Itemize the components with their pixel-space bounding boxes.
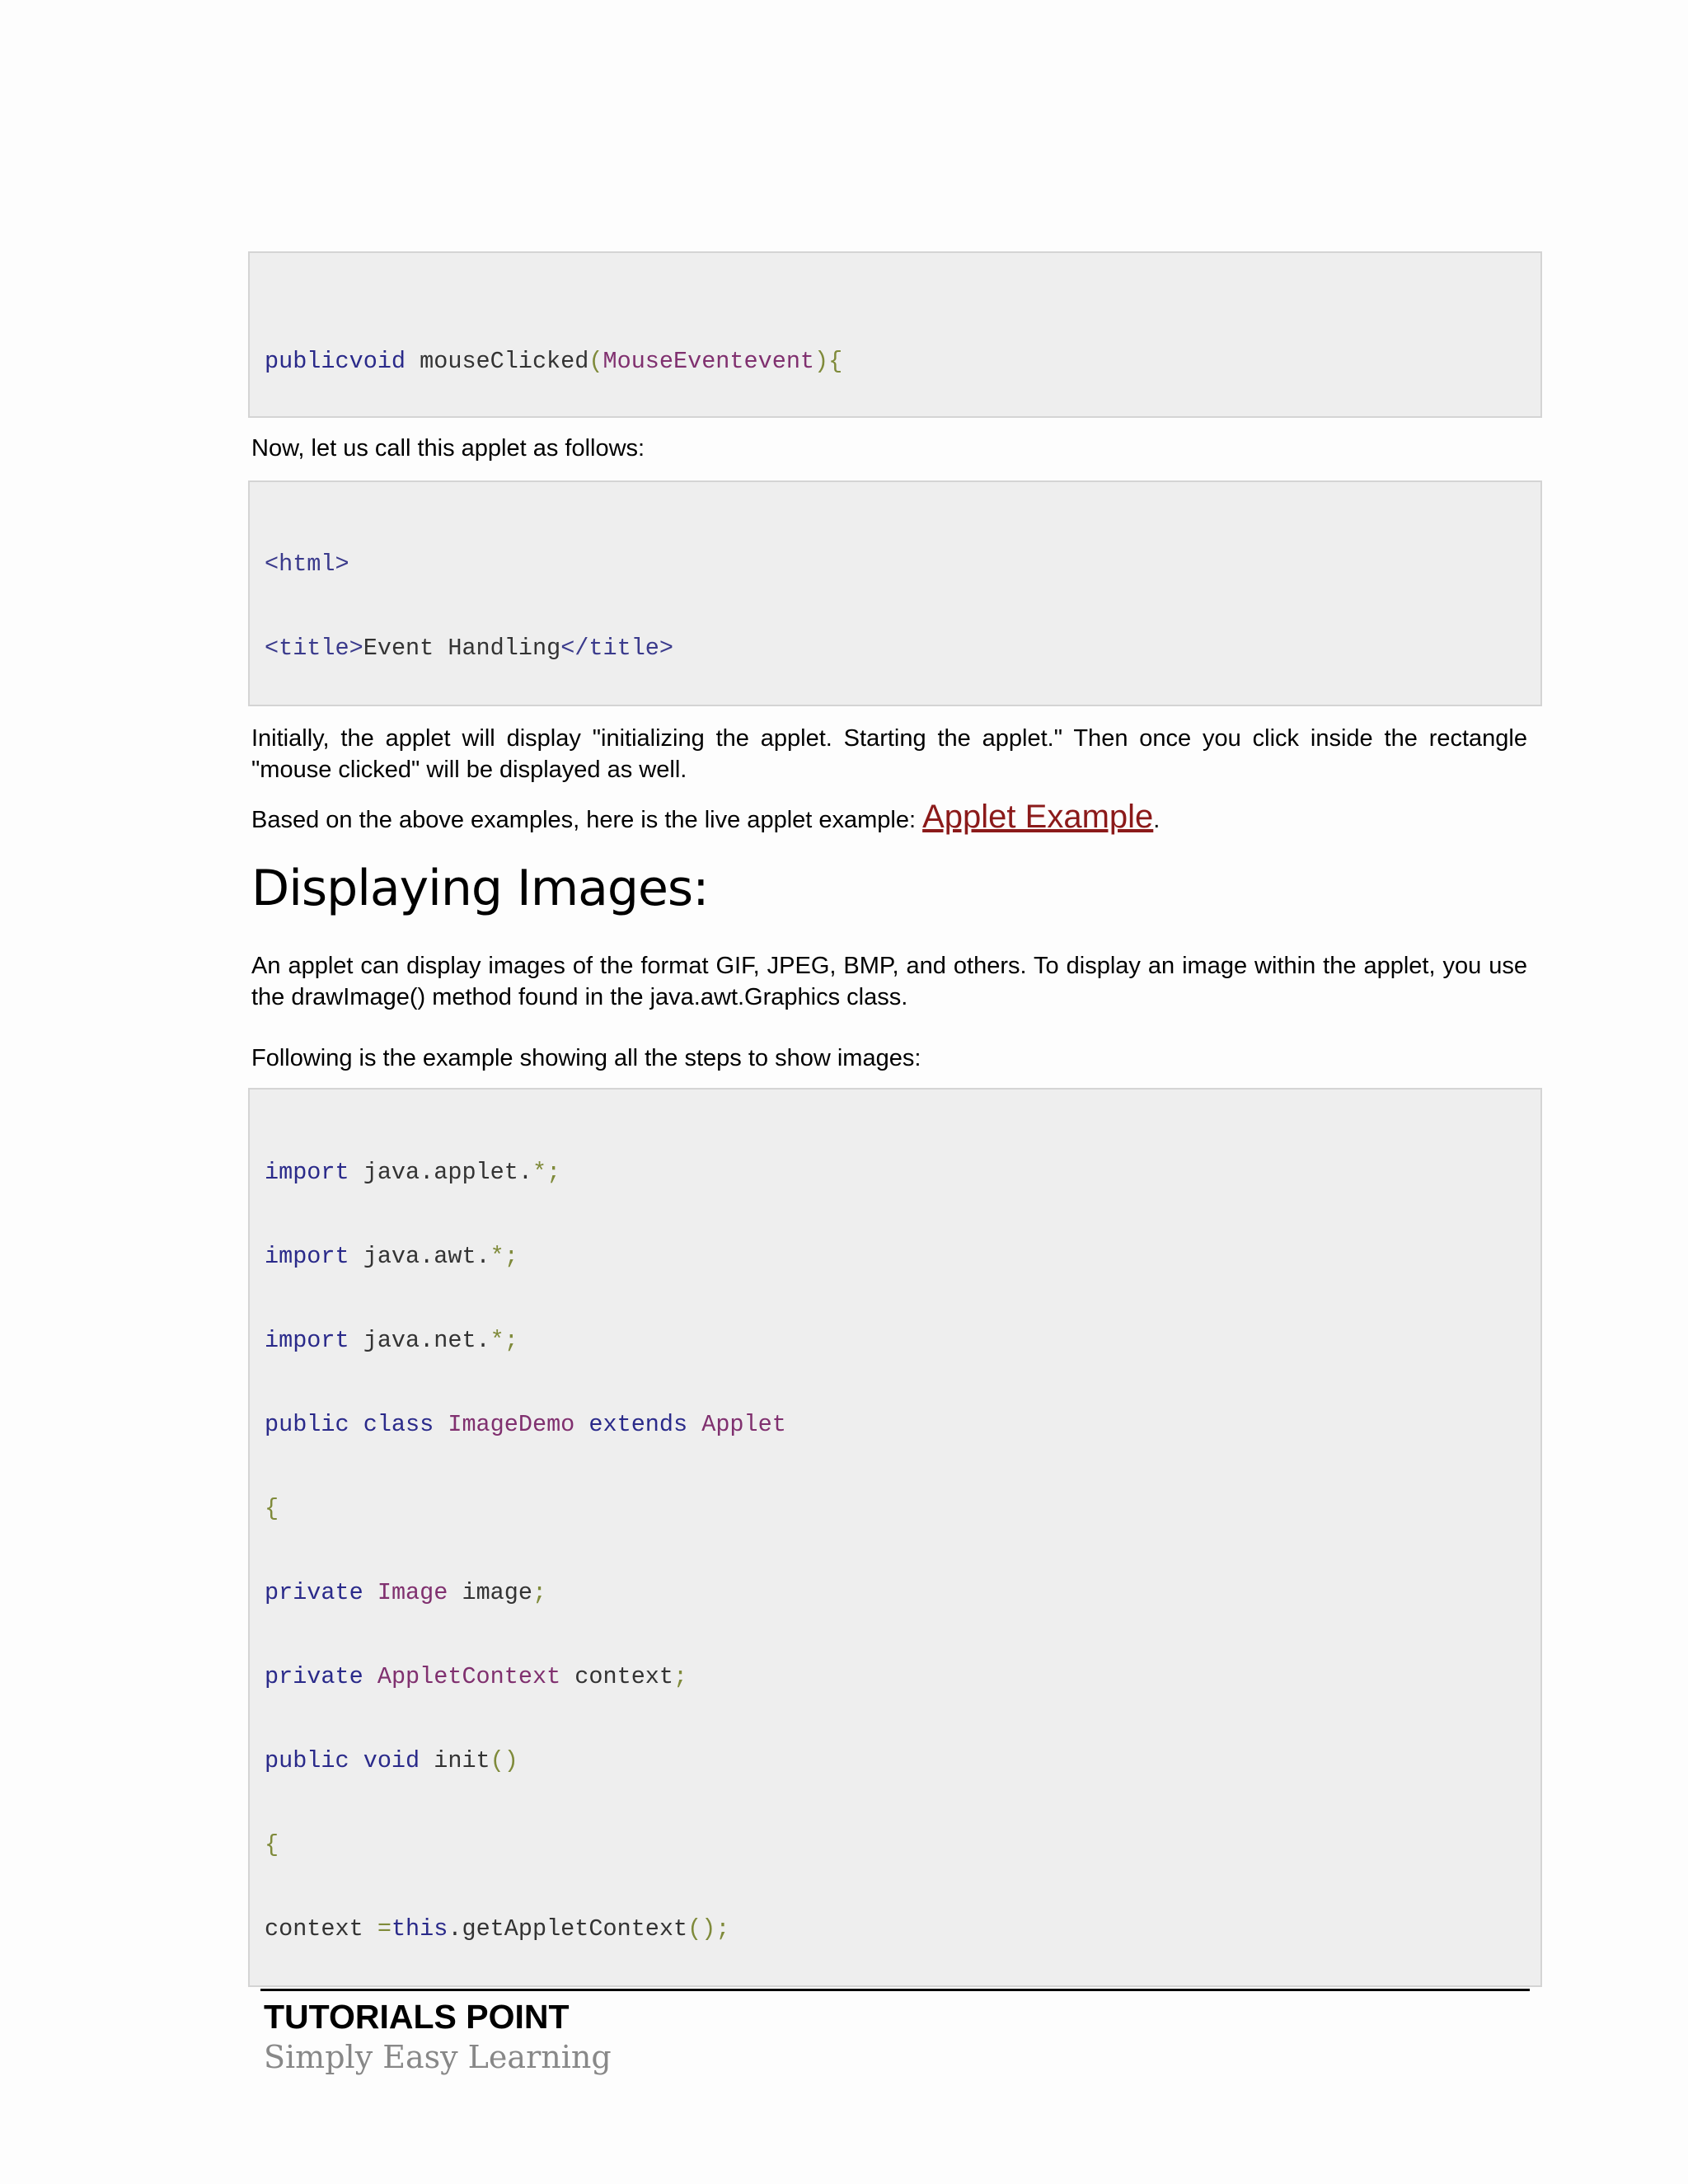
code-token: public bbox=[265, 1747, 349, 1774]
paragraph-text: . bbox=[1153, 807, 1160, 833]
code-line bbox=[265, 551, 1540, 579]
code-token: *; bbox=[532, 1159, 561, 1186]
code-token: import bbox=[265, 1327, 349, 1354]
code-line bbox=[265, 1747, 1540, 1775]
code-token: Applet bbox=[687, 1411, 786, 1438]
code-token: *; bbox=[490, 1243, 518, 1270]
code-token: <title> bbox=[265, 635, 363, 662]
code-token: ; bbox=[532, 1579, 547, 1606]
code-token: .getAppletContext bbox=[448, 1915, 688, 1943]
code-line bbox=[265, 1411, 1540, 1439]
code-token: { bbox=[265, 1831, 279, 1858]
code-token: import bbox=[265, 1243, 349, 1270]
code-line bbox=[265, 1243, 1540, 1271]
paragraph-call-applet: Now, let us call this applet as follows: bbox=[251, 435, 645, 462]
code-token: java.net. bbox=[349, 1327, 490, 1354]
code-block-mouseclicked bbox=[248, 251, 1542, 418]
code-token: Event Handling bbox=[363, 635, 561, 662]
paragraph-live-example bbox=[251, 798, 1527, 839]
code-line bbox=[265, 1831, 1540, 1859]
code-token: MouseEventevent bbox=[603, 348, 815, 375]
code-token: ImageDemo bbox=[434, 1411, 575, 1438]
code-block-html bbox=[248, 480, 1542, 706]
code-block-imagedemo bbox=[248, 1088, 1542, 1987]
code-line bbox=[265, 1159, 1540, 1187]
code-token: <html> bbox=[265, 551, 349, 578]
code-line bbox=[265, 1495, 1540, 1523]
code-token: </title> bbox=[560, 635, 674, 662]
code-token: private bbox=[265, 1663, 363, 1690]
section-heading: Displaying Images: bbox=[251, 860, 709, 917]
footer-brand-subtitle: Simply Easy Learning bbox=[264, 2039, 612, 2075]
paragraph-text: Based on the above examples, here is the live applet example: bbox=[251, 807, 923, 833]
code-line bbox=[265, 1327, 1540, 1355]
code-token: void bbox=[349, 1747, 420, 1774]
code-line bbox=[265, 1579, 1540, 1607]
code-token: image bbox=[448, 1579, 532, 1606]
code-token: import bbox=[265, 1159, 349, 1186]
code-line bbox=[265, 1915, 1540, 1943]
code-token: AppletContext bbox=[363, 1663, 561, 1690]
code-token: class bbox=[349, 1411, 434, 1438]
code-token: this bbox=[391, 1915, 448, 1943]
code-token: *; bbox=[490, 1327, 518, 1354]
code-line bbox=[265, 1663, 1540, 1691]
code-token: init bbox=[420, 1747, 490, 1774]
code-token: java.awt. bbox=[349, 1243, 490, 1270]
code-token: (); bbox=[687, 1915, 730, 1943]
applet-example-link[interactable]: Applet Example bbox=[922, 799, 1154, 835]
code-token: ; bbox=[673, 1663, 688, 1690]
code-token: Image bbox=[363, 1579, 448, 1606]
code-token: extends bbox=[574, 1411, 688, 1438]
paragraph-following: Following is the example showing all the steps to show images: bbox=[251, 1045, 921, 1071]
code-token: private bbox=[265, 1579, 363, 1606]
code-token: ( bbox=[588, 348, 603, 375]
code-token: publicvoid bbox=[265, 348, 406, 375]
code-token: public bbox=[265, 1411, 349, 1438]
paragraph-initially: Initially, the applet will display "initializing the applet. Starting the applet." Then once you click inside the rectangle "mouse clicked" will be displayed as well. bbox=[251, 725, 1527, 783]
code-token: mouseClicked bbox=[406, 348, 589, 375]
code-token: ){ bbox=[814, 348, 843, 375]
code-token: context bbox=[560, 1663, 674, 1690]
footer-brand-title: TUTORIALS POINT bbox=[264, 1998, 570, 2036]
code-token: () bbox=[490, 1747, 518, 1774]
footer-divider bbox=[260, 1989, 1530, 1991]
code-token: = bbox=[377, 1915, 392, 1943]
code-token: { bbox=[265, 1495, 279, 1522]
code-line bbox=[265, 635, 1540, 663]
code-token: java.applet. bbox=[349, 1159, 532, 1186]
paragraph-applet-images: An applet can display images of the format GIF, JPEG, BMP, and others. To display an image within the applet, you use the drawImage() method found in the java.awt.Graphics class. bbox=[251, 953, 1527, 1010]
code-line bbox=[265, 348, 1540, 376]
code-token: context bbox=[265, 1915, 377, 1943]
